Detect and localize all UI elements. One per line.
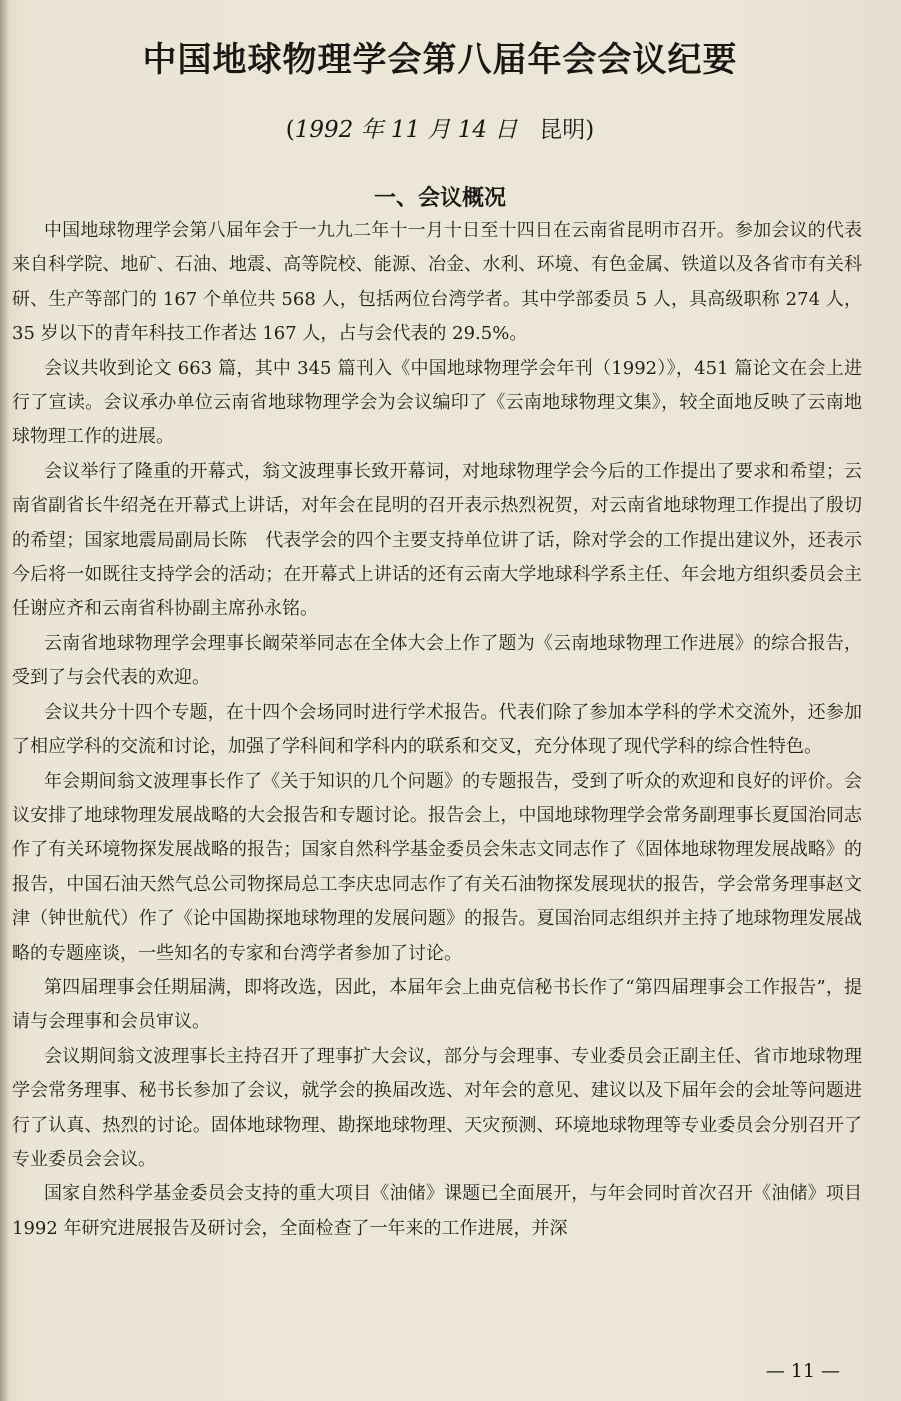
document-title: 中国地球物理学会第八届年会会议纪要 xyxy=(142,40,738,80)
subtitle-close-paren: ) xyxy=(585,117,595,143)
paragraph-9: 国家自然科学基金委员会支持的重大项目《油储》课题已全面展开，与年会同时首次召开《油储》项目 1992 年研究进展报告及研讨会，全面检查了一年来的工作进展，并深 xyxy=(12,1183,862,1239)
paragraph-8: 会议期间翁文波理事长主持召开了理事扩大会议，部分与会理事、专业委员会正副主任、省市地球物理学会常务理事、秘书长参加了会议，就学会的换届改选、对年会的意见、建议以及下届年会的会址等问题进行了认真、热烈的讨论。固体地球物理、勘探地球物理、天灾预测、环境地球物理等专业委员会分别召开了专业委员会会议。 xyxy=(12,1045,862,1170)
paragraph-3: 会议举行了隆重的开幕式，翁文波理事长致开幕词，对地球物理学会今后的工作提出了要求和希望；云南省副省长牛绍尧在开幕式上讲话，对年会在昆明的召开表示热烈祝贺，对云南省地球物理工作提出了殷切的希望；国家地震局副局长陈 代表学会的四个主要支持单位讲了话，除对学会的工作提出建议外，还表示今后将一如既往支持学会的活动；在开幕式上讲话的还有云南大学地球科学系主任、年会地方组织委员会主任谢应齐和云南省科协副主席孙永铭。 xyxy=(12,460,862,620)
section-heading: 一、会议概况 xyxy=(373,186,506,211)
document-body xyxy=(12,214,862,1246)
document-subtitle xyxy=(60,112,820,148)
subtitle-date: 1992 年 11 月 14 日 xyxy=(294,117,518,143)
paragraph-5: 会议共分十四个专题，在十四个会场同时进行学术报告。代表们除了参加本学科的学术交流外，还参加了相应学科的交流和讨论，加强了学科间和学科内的联系和交叉，充分体现了现代学科的综合性特色。 xyxy=(12,701,862,758)
subtitle-open-paren: ( xyxy=(285,117,295,143)
paragraph-6: 年会期间翁文波理事长作了《关于知识的几个问题》的专题报告，受到了听众的欢迎和良好的评价。会议安排了地球物理发展战略的大会报告和专题讨论。报告会上，中国地球物理学会常务副理事长夏国治同志作了有关环境物探发展战略的报告；国家自然科学基金委员会朱志文同志作了《固体地球物理发展战略》的报告，中国石油天然气总公司物探局总工李庆忠同志作了有关石油物探发展现状的报告，学会常务理事赵文津（钟世航代）作了《论中国勘探地球物理的发展问题》的报告。夏国治同志组织并主持了地球物理发展战略的专题座谈，一些知名的专家和台湾学者参加了讨论。 xyxy=(12,770,862,964)
paragraph-7: 第四届理事会任期届满，即将改选，因此，本届年会上曲克信秘书长作了“第四届理事会工作报告”，提请与会理事和会员审议。 xyxy=(12,976,862,1033)
paragraph-4: 云南省地球物理学会理事长阚荣举同志在全体大会上作了题为《云南地球物理工作进展》的综合报告，受到了与会代表的欢迎。 xyxy=(12,632,862,689)
paragraph-1: 中国地球物理学会第八届年会于一九九二年十一月十日至十四日在云南省昆明市召开。参加会议的代表来自科学院、地矿、石油、地震、高等院校、能源、冶金、水利、环境、有色金属、铁道以及各省市有关科研、生产等部门的 167 个单位共 568 人，包括两位台湾学者。其中学部委员 5 人，具高级职称 274 人，35 岁以下的青年科技工作者达 167 人，占与会代表的 29.5%。 xyxy=(12,220,862,345)
subtitle-place: 昆明 xyxy=(539,117,586,143)
page-number: — 11 — xyxy=(765,1360,840,1382)
book-spine-shadow xyxy=(0,0,9,1401)
paragraph-2: 会议共收到论文 663 篇，其中 345 篇刊入《中国地球物理学会年刊（1992）》，451 篇论文在会上进行了宣读。会议承办单位云南省地球物理学会为会议编印了《云南地球物理文集》，较全面地反映了云南地球物理工作的进展。 xyxy=(12,357,862,448)
